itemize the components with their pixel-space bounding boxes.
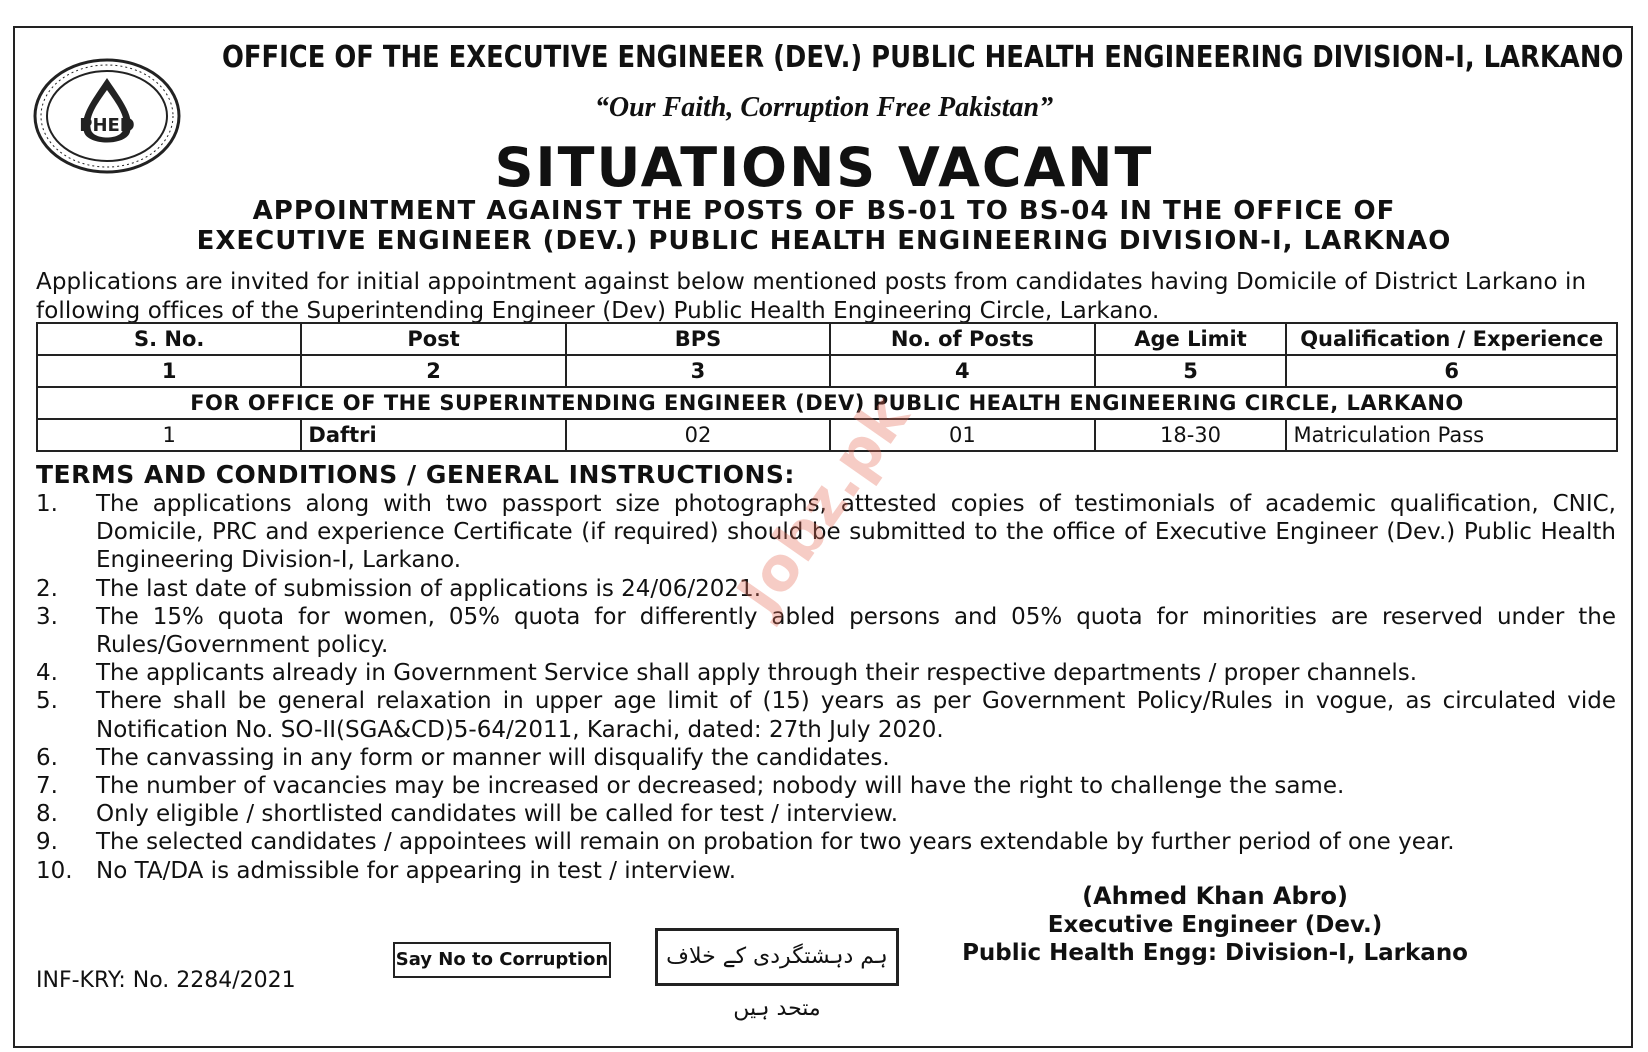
list-item	[36, 490, 1616, 575]
office-title: OFFICE OF THE EXECUTIVE ENGINEER (DEV.) PUBLIC HEALTH ENGINEERING DIVISION-I, LARKANO	[222, 40, 1624, 75]
list-item	[36, 659, 1616, 687]
appointment-line-1: APPOINTMENT AGAINST THE POSTS OF BS-01 TO BS-04 IN THE OFFICE OF	[252, 196, 1396, 226]
signature-block	[962, 882, 1468, 968]
list-item	[36, 744, 1616, 772]
terms-heading: TERMS AND CONDITIONS / GENERAL INSTRUCTIONS:	[36, 460, 795, 489]
item-number: 10.	[36, 857, 73, 884]
item-number: 5.	[36, 688, 58, 715]
item-number: 9.	[36, 829, 58, 856]
col-number: 6	[1286, 355, 1617, 387]
cell-post: Daftri	[301, 419, 565, 451]
col-number: 2	[301, 355, 565, 387]
item-text: The selected candidates / appointees will remain on probation for two years extendable by further period of one year.	[96, 829, 1455, 856]
item-text: No TA/DA is admissible for appearing in test / interview.	[96, 857, 737, 884]
col-number: 1	[37, 355, 301, 387]
item-text: The applications along with two passport size photographs, attested copies of testimonials of academic qualification, CNIC, Domicile, PRC and experience Certificate (if required) should be submitted to the office of Executive Engineer (Dev.) Public Health Engineering Division-I, Larkano.	[96, 491, 1616, 574]
col-number: 4	[830, 355, 1094, 387]
cell-sno: 1	[37, 419, 301, 451]
list-item	[36, 857, 1616, 885]
signatory-division: Public Health Engg: Division-I, Larkano	[962, 940, 1468, 966]
signatory-designation: Executive Engineer (Dev.)	[1047, 911, 1383, 938]
item-number: 2.	[36, 575, 58, 602]
header-bps: BPS	[566, 323, 830, 355]
item-number: 4.	[36, 660, 58, 687]
item-text: The last date of submission of applications is 24/06/2021.	[96, 575, 762, 602]
say-no-to-corruption-box: Say No to Corruption	[393, 942, 611, 978]
list-item	[36, 575, 1616, 603]
item-number: 6.	[36, 744, 58, 771]
item-number: 3.	[36, 603, 58, 630]
section-title: FOR OFFICE OF THE SUPERINTENDING ENGINEER (DEV) PUBLIC HEALTH ENGINEERING CIRCLE, LARKANO	[37, 387, 1617, 419]
list-item	[36, 687, 1616, 743]
terms-list	[36, 490, 1616, 885]
headline: SITUATIONS VACANT	[494, 136, 1154, 199]
item-text: The applicants already in Government Service shall apply through their respective departments / proper channels.	[96, 660, 1418, 687]
item-number: 7.	[36, 773, 58, 800]
item-text: The 15% quota for women, 05% quota for differently abled persons and 05% quota for minorities are reserved under the Rules/Government policy.	[96, 603, 1616, 659]
header-no-of-posts: No. of Posts	[830, 323, 1094, 355]
motto: “Our Faith, Corruption Free Pakistan”	[594, 92, 1054, 123]
item-text: Only eligible / shortlisted candidates will be called for test / interview.	[96, 801, 899, 828]
watermark: Jobz.pk	[724, 383, 924, 627]
table-number-row	[37, 355, 1617, 387]
table-row	[37, 419, 1617, 451]
col-number: 3	[566, 355, 830, 387]
list-item	[36, 603, 1616, 659]
header-qualification: Qualification / Experience	[1286, 323, 1617, 355]
header-age-limit: Age Limit	[1095, 323, 1287, 355]
item-text: There shall be general relaxation in upper age limit of (15) years as per Government Policy/Rules in vogue, as circulated vide Notification No. SO-II(SGA&CD)5-64/2011, Karachi, dated: 27th July 2020.	[96, 688, 1616, 743]
table-header-row	[37, 323, 1617, 355]
col-number: 5	[1095, 355, 1287, 387]
urdu-slogan-box: ہم دہشتگردی کے خلاف متحد ہیں	[655, 928, 899, 986]
header-post: Post	[301, 323, 565, 355]
item-number: 8.	[36, 801, 58, 828]
cell-age-limit: 18-30	[1095, 419, 1287, 451]
list-item	[36, 800, 1616, 828]
list-item	[36, 828, 1616, 856]
cell-qualification: Matriculation Pass	[1286, 419, 1617, 451]
intro-paragraph: Applications are invited for initial appointment against below mentioned posts from candidates having Domicile of District Larkano in following offices of the Superintending Engineer (Dev) Public Health Engineering Circle, Larkano.	[36, 269, 1587, 324]
list-item	[36, 772, 1616, 800]
posts-table	[36, 322, 1618, 452]
svg-text:PHED: PHED	[79, 115, 135, 136]
item-number: 1.	[36, 491, 58, 517]
appointment-line-2: EXECUTIVE ENGINEER (DEV.) PUBLIC HEALTH ENGINEERING DIVISION-I, LARKNAO	[196, 226, 1452, 256]
cell-bps: 02	[566, 419, 830, 451]
signatory-name: (Ahmed Khan Abro)	[1082, 882, 1348, 910]
reference-number: INF-KRY: No. 2284/2021	[36, 968, 296, 993]
table-section-row	[37, 387, 1617, 419]
cell-no-of-posts: 01	[830, 419, 1094, 451]
item-text: The canvassing in any form or manner will disqualify the candidates.	[96, 744, 890, 771]
item-text: The number of vacancies may be increased or decreased; nobody will have the right to challenge the same.	[96, 773, 1345, 800]
header-sno: S. No.	[37, 323, 301, 355]
